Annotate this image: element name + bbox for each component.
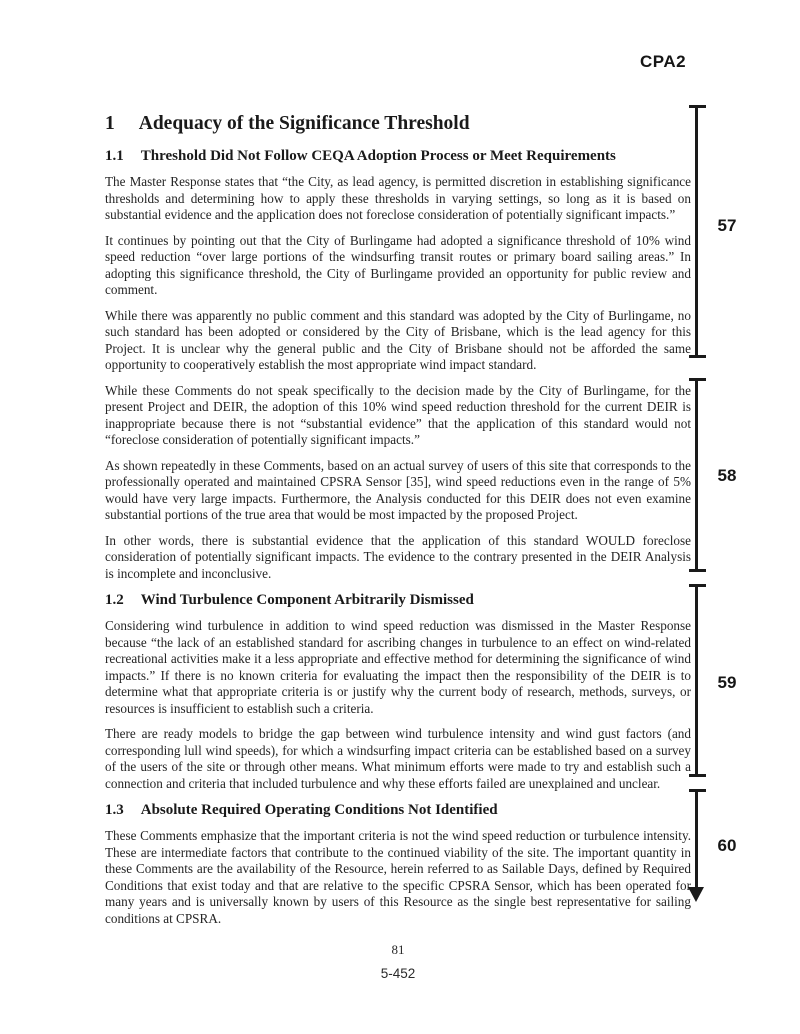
section-1-3-number: 1.3 [105, 802, 124, 818]
comment-bracket-58 [695, 378, 698, 572]
document-content [105, 0, 691, 936]
section-1-number: 1 [105, 113, 115, 134]
paragraph-brisbane-standard: While there was apparently no public comment and this standard was adopted by the City of Burlingame, no such standard has been adopted or considered by the City of Brisbane, which is the lead agency for this Project. It is unclear why the general public and the City of Brisbane should not be afforded the same opportunity to cooperatively establish the most appropriate wind impact standard. [105, 307, 691, 372]
section-1-2-number: 1.2 [105, 592, 124, 608]
section-1-3-title: Absolute Required Operating Conditions Not Identified [140, 802, 498, 818]
comment-bracket-60-down-arrow [695, 789, 698, 889]
section-1-1-title: Threshold Did Not Follow CEQA Adoption Process or Meet Requirements [140, 148, 616, 164]
comment-bracket-59 [695, 584, 698, 777]
footer-page-number: 81 [391, 942, 405, 957]
section-1-title: Adequacy of the Significance Threshold [138, 113, 470, 134]
section-1-2-title: Wind Turbulence Component Arbitrarily Dismissed [140, 592, 474, 608]
paragraph-master-response: The Master Response states that “the City, as lead agency, is permitted discretion in establishing significance thresholds and determining how to apply these thresholds in varying settings, so long as it is based on substantial evidence and the application does not foreclose consideration of potentially significant impacts.” [105, 174, 691, 222]
section-1-3-heading [105, 801, 691, 819]
paragraph-threshold-inappropriate: While these Comments do not speak specifically to the decision made by the City of Burlingame, for the present Project and DEIR, the adoption of this 10% wind speed reduction threshold for the current DEIR is inappropriate because there is not “substantial evidence” that the application of this standard would not “foreclose consideration of potentially significant impacts.” [105, 382, 691, 447]
comment-number-59: 59 [717, 673, 737, 692]
comment-number-60: 60 [717, 836, 737, 855]
paragraph-turbulence-dismissed: Considering wind turbulence in addition to wind speed reduction was dismissed in the Master Response because “the lack of an established standard for ascribing changes in turbulence to an effect on wind-related recreational activities make it a less appropriate and effective method for determining the significance of wind impacts.” If there is no known criteria for evaluating the impact then the responsibility of the DEIR is to determine what that appropriate criteria is or justify why the current body of research, methods, surveys, or resources is insufficient to establish such a criteria. [105, 618, 691, 716]
footer-page-code: 5-452 [380, 966, 416, 981]
comment-bracket-57 [695, 105, 698, 358]
paragraph-substantial-evidence: In other words, there is substantial evidence that the application of this standard WOULD foreclose consideration of potentially significant impacts. The evidence to the contrary presented in the DEIR Analysis is incomplete and inconclusive. [105, 532, 691, 581]
section-1-heading [105, 112, 691, 135]
doc-code-label: CPA2 [640, 52, 687, 71]
section-1-1-heading [105, 147, 691, 165]
paragraph-cpsra-survey: As shown repeatedly in these Comments, based on an actual survey of users of this site that corresponds to the professionally operated and maintained CPSRA Sensor [35], wind speed reductions even in the range of 5% would have very large impacts. Furthermore, the Analysis conducted for this DEIR does not even examine substantial portions of the true area that would be most impacted by the proposed Project. [105, 457, 691, 522]
comment-number-58: 58 [717, 466, 737, 485]
section-1-2-heading [105, 591, 691, 609]
section-1-1-number: 1.1 [105, 148, 124, 164]
paragraph-ready-models: There are ready models to bridge the gap between wind turbulence intensity and wind gust factors (and corresponding lull wind speeds), for which a windsurfing impact criteria can be established based on a survey of the users of the site or through other means. What minimum efforts were made to try and establish such a connection and criteria that included turbulence and why these efforts failed are unexplained and unclear. [105, 726, 691, 791]
paragraph-burlingame-threshold: It continues by pointing out that the City of Burlingame had adopted a significance threshold of 10% wind speed reduction “over large portions of the windsurfing transit routes or primary board sailing areas.” In adopting this significance threshold, the City of Burlingame provided an opportunity for public review and comment. [105, 232, 691, 297]
comment-number-57: 57 [717, 216, 737, 235]
paragraph-sailable-days: These Comments emphasize that the important criteria is not the wind speed reduction or turbulence intensity. These are intermediate factors that contribute to the continued viability of the site. The important quantity in these Comments are the availability of the Resource, herein referred to as Sailable Days, defined by Required Conditions that exist today and that are relative to the specific CPSRA Sensor, which has been operated for many years and is universally known by users of this Resource as the single best representative for sailing conditions at CPSRA. [105, 828, 691, 926]
